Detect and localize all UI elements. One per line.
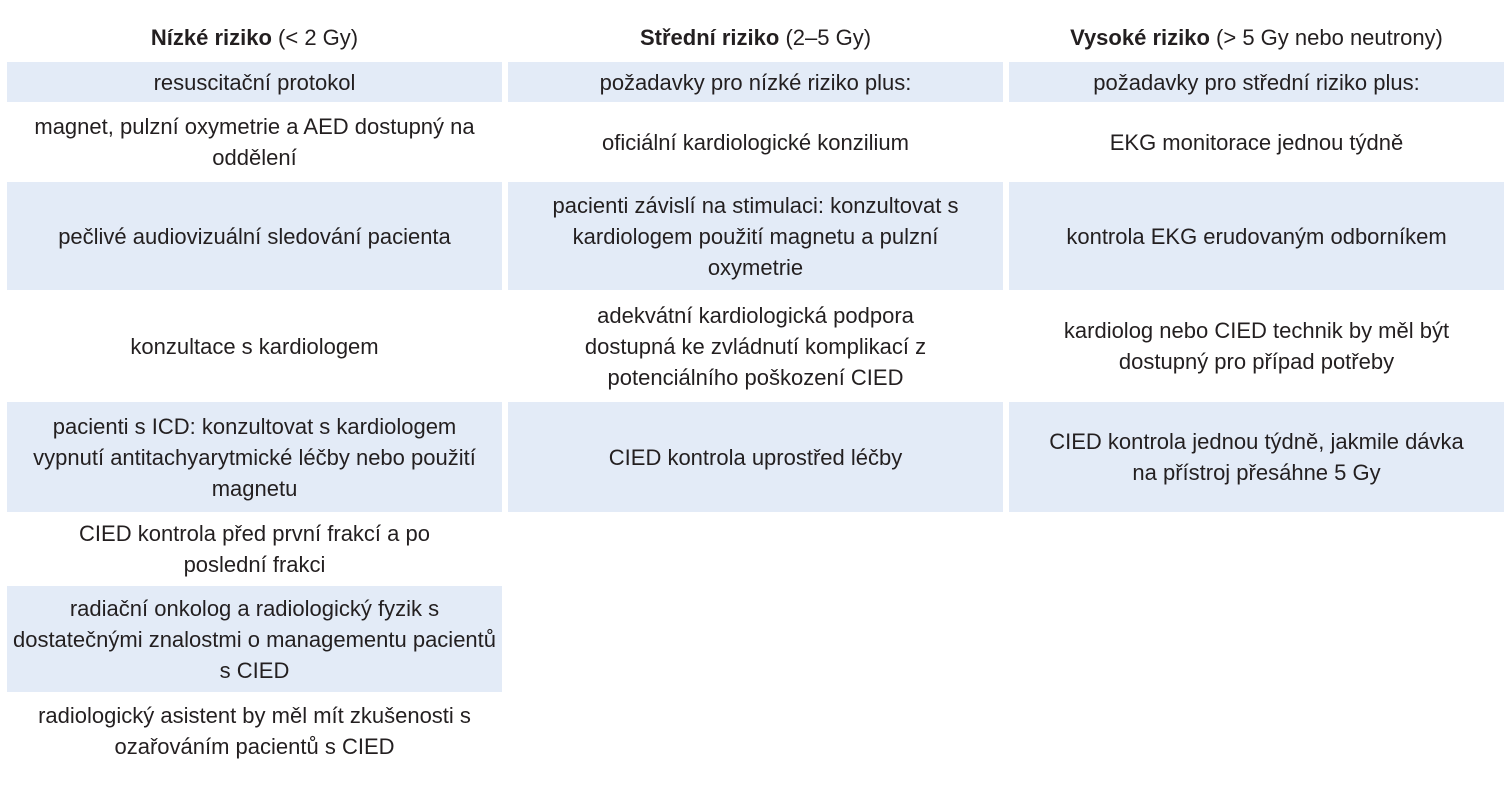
- cell-text: konzultace s kardiologem: [130, 333, 379, 359]
- header-low-risk-title: Nízké riziko: [150, 25, 272, 50]
- table-cell: [508, 402, 1003, 512]
- table-cell: [1009, 516, 1504, 582]
- cell-text: magnet, pulzní oxymetrie a AED dostupný na oddělení: [34, 114, 475, 170]
- cell-text: pacienti závislí na stimulaci: konzultovat s kardiologem použití magnetu a pulzní oxymetrie: [552, 192, 959, 280]
- header-medium-risk-range: (2–5 Gy): [785, 25, 872, 50]
- table-cell: [1009, 106, 1504, 178]
- cell-text: pacienti s ICD: konzultovat s kardiologem vypnutí antitachyarytmické léčby nebo použití magnetu: [33, 413, 476, 501]
- cell-text: CIED kontrola uprostřed léčby: [608, 444, 903, 470]
- cell-text: kontrola EKG erudovaným odborníkem: [1066, 223, 1447, 249]
- table-cell: [508, 182, 1003, 290]
- header-medium-risk-title: Střední riziko: [639, 25, 780, 50]
- header-high-risk: [1009, 14, 1504, 62]
- table-cell: [1009, 294, 1504, 398]
- table-cell: [508, 586, 1003, 692]
- table-cell: [508, 294, 1003, 398]
- cell-text: požadavky pro nízké riziko plus:: [599, 69, 912, 95]
- cell-text: pečlivé audiovizuální sledování pacienta: [58, 223, 451, 249]
- table-cell: [7, 402, 502, 512]
- table-cell: [7, 62, 502, 102]
- table-cell: [1009, 62, 1504, 102]
- table-cell: [7, 182, 502, 290]
- cell-text: požadavky pro střední riziko plus:: [1093, 69, 1420, 95]
- cell-text: resuscitační protokol: [153, 69, 356, 95]
- header-low-risk-range: (< 2 Gy): [278, 25, 359, 50]
- table-cell: [1009, 586, 1504, 692]
- table-cell: [1009, 696, 1504, 766]
- table-cell: [1009, 402, 1504, 512]
- cell-text: radiologický asistent by měl mít zkušenosti s ozařováním pacientů s CIED: [38, 703, 471, 759]
- table-cell: [7, 516, 502, 582]
- cell-text: CIED kontrola jednou týdně, jakmile dávka na přístroj přesáhne 5 Gy: [1049, 429, 1464, 485]
- header-low-risk: [7, 14, 502, 62]
- table-cell: [508, 516, 1003, 582]
- header-high-risk-title: Vysoké riziko: [1070, 25, 1210, 50]
- table-cell: [1009, 182, 1504, 290]
- risk-table: [7, 14, 1502, 770]
- table-cell: [508, 696, 1003, 766]
- table-cell: [508, 62, 1003, 102]
- table-cell: [7, 106, 502, 178]
- table-cell: [508, 106, 1003, 178]
- cell-text: EKG monitorace jednou týdně: [1109, 129, 1404, 155]
- cell-text: adekvátní kardiologická podpora dostupná ke zvládnutí komplikací z potenciálního poškození CIED: [584, 302, 927, 390]
- table-cell: [7, 294, 502, 398]
- header-medium-risk: [508, 14, 1003, 62]
- table-cell: [7, 696, 502, 766]
- table-cell: [7, 586, 502, 692]
- header-high-risk-range: (> 5 Gy nebo neutrony): [1216, 25, 1443, 50]
- cell-text: kardiolog nebo CIED technik by měl být dostupný pro případ potřeby: [1063, 318, 1450, 374]
- cell-text: CIED kontrola před první frakcí a po poslední frakci: [79, 521, 430, 577]
- cell-text: radiační onkolog a radiologický fyzik s dostatečnými znalostmi o managementu pacientů s CIED: [12, 595, 497, 683]
- cell-text: oficiální kardiologické konzilium: [602, 129, 909, 155]
